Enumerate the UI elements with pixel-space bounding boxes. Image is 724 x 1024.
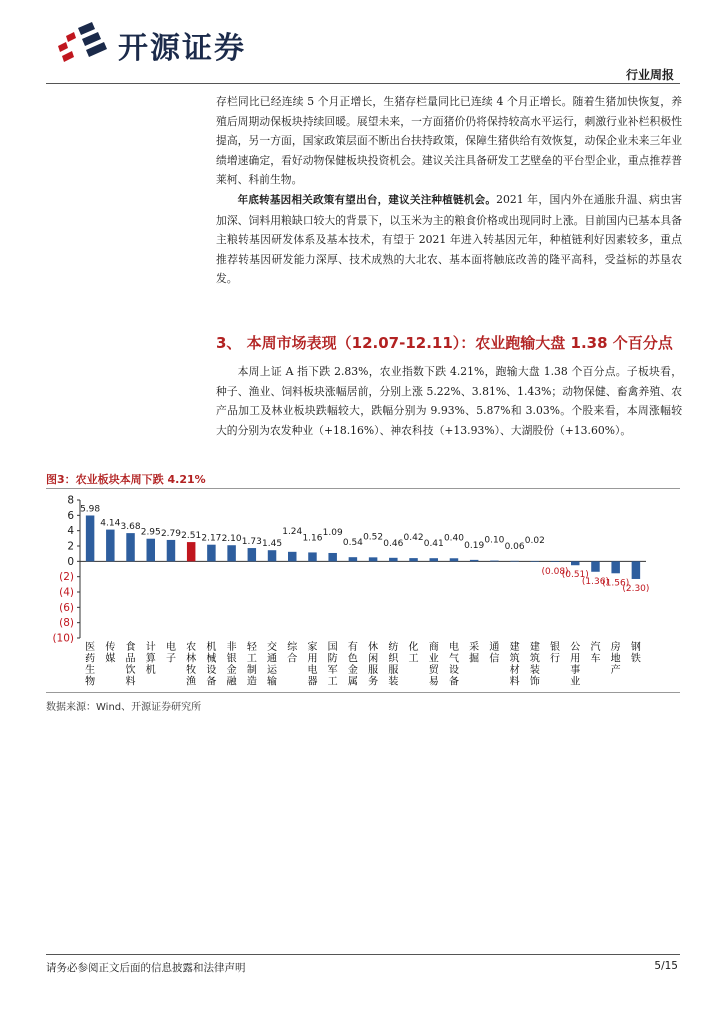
bar-化工 <box>409 558 417 561</box>
figure-top-rule <box>46 488 680 489</box>
category-label: 银行 <box>550 642 561 665</box>
value-label: 2.51 <box>181 531 202 542</box>
bar-有色金属 <box>349 557 357 561</box>
category-label: 钢铁 <box>630 642 641 665</box>
figure-title: 图3：农业板块本周下跌 4.21% <box>46 473 206 486</box>
value-label: 1.16 <box>302 533 323 544</box>
bar-农林牧渔 <box>187 542 195 561</box>
page-number: 5/15 <box>654 960 678 972</box>
value-label: 0.40 <box>443 533 464 544</box>
y-tick-label: 4 <box>67 525 74 538</box>
value-label: 1.24 <box>282 526 303 537</box>
value-label: (0.08) <box>541 566 569 577</box>
bar-汽车 <box>591 561 599 571</box>
value-label: 0.52 <box>363 532 384 543</box>
value-label: 0.06 <box>504 541 525 552</box>
value-label: 4.14 <box>100 518 121 529</box>
chart-category-labels <box>85 640 641 688</box>
bar-电气设备 <box>450 558 458 561</box>
value-label: 0.42 <box>403 533 424 544</box>
bar-非银金融 <box>227 545 235 561</box>
category-label: 采掘 <box>469 642 480 665</box>
y-tick-label: (4) <box>59 586 74 599</box>
bar-传媒 <box>106 530 114 562</box>
brand-logo-icon <box>52 20 114 64</box>
category-label: 休闲服务 <box>368 642 379 688</box>
value-label: 2.95 <box>140 527 161 538</box>
bar-轻工制造 <box>248 548 256 561</box>
category-label: 汽车 <box>590 642 601 665</box>
chart-value-labels <box>80 504 649 593</box>
value-label: 2.17 <box>201 533 222 544</box>
bar-纺织服装 <box>389 558 397 562</box>
category-label: 机械设备 <box>206 642 217 688</box>
paragraph-text: 本周上证 A 指下跌 2.83%，农业指数下跌 4.21%，跑输大盘 1.38 个百分点。子板块看，种子、渔业、饲料板块涨幅居前，分别上涨 5.22%、3.81%、1.43%；动物保健、畜禽养殖、农产品加工及林业板块跌幅较大，跌幅分别为 9.93%、5.87%和 3.03%。个股来看，本周涨幅较大的分别为农发种业（+18.16%）、神农科技（+13.93%）、大湖股份（+13.60%）。 <box>216 365 682 437</box>
y-tick-label: 8 <box>67 494 74 507</box>
category-label: 交通运输 <box>267 642 278 688</box>
paragraph-animal-health <box>216 92 682 190</box>
category-label: 医药生物 <box>85 642 96 688</box>
bar-银行 <box>551 561 559 562</box>
value-label: 0.02 <box>524 536 545 547</box>
y-tick-label: (6) <box>59 601 74 614</box>
category-label: 化工 <box>408 642 419 665</box>
value-label: (1.36) <box>581 576 609 587</box>
category-label: 纺织服装 <box>388 642 399 688</box>
footer-divider <box>46 954 680 955</box>
bar-通信 <box>490 561 498 562</box>
paragraph-text: 2021 年，国内外在通胀升温、病虫害加深、饲料用粮缺口较大的背景下，以玉米为主的粮食价格或出现同时上涨。目前国内已基本具备主粮转基因研发体系及基本技术，有望于 2021 年进入转基因元年，种植链利好因素较多，重点推荐转基因研发能力深厚、技术成熟的大北农、基本面将触底改善的隆平高科，受益标的苏垦农发。 <box>216 193 682 285</box>
category-label: 传媒 <box>105 642 116 665</box>
value-label: 2.79 <box>160 528 181 539</box>
y-tick-label: 0 <box>67 555 74 568</box>
category-label: 家用电器 <box>307 642 318 688</box>
category-label: 房地产 <box>610 642 621 676</box>
category-label: 食品饮料 <box>125 642 136 688</box>
y-tick-label: (8) <box>59 617 74 630</box>
value-label: 0.54 <box>342 538 363 549</box>
footer-disclaimer: 请务必参阅正文后面的信息披露和法律声明 <box>46 962 246 974</box>
bar-交通运输 <box>268 550 276 561</box>
value-label: 0.41 <box>423 539 444 550</box>
report-type-label: 行业周报 <box>625 68 674 82</box>
category-label: 农林牧渔 <box>186 642 197 688</box>
figure-bottom-rule <box>46 692 680 693</box>
figure-source: 数据来源：Wind、开源证券研究所 <box>46 702 202 713</box>
y-tick-label: (2) <box>59 571 74 584</box>
bar-医药生物 <box>86 515 94 561</box>
bar-建筑装饰 <box>531 561 539 562</box>
bar-家用电器 <box>308 552 316 561</box>
value-label: 5.98 <box>80 504 101 515</box>
value-label: 1.45 <box>262 539 283 550</box>
category-label: 公用事业 <box>570 642 581 688</box>
bar-电子 <box>167 540 175 561</box>
y-tick-label: 2 <box>67 540 74 553</box>
bar-休闲服务 <box>369 557 377 561</box>
sector-performance-bar-chart <box>46 490 680 690</box>
value-label: (2.30) <box>622 583 650 594</box>
paragraph-gmo-policy <box>216 190 682 289</box>
category-label: 计算机 <box>145 642 156 676</box>
y-tick-label: (10) <box>52 632 74 645</box>
value-label: (0.51) <box>561 570 589 581</box>
value-label: 0.19 <box>464 540 485 551</box>
value-label: 0.46 <box>383 538 404 549</box>
bar-采掘 <box>470 560 478 561</box>
category-label: 有色金属 <box>347 642 358 688</box>
y-tick-label: 6 <box>67 509 74 522</box>
category-label: 轻工制造 <box>246 642 257 688</box>
category-label: 通信 <box>489 642 500 665</box>
section-title: 3、 本周市场表现（12.07-12.11）：农业跑输大盘 1.38 个百分点 <box>216 334 673 352</box>
bar-钢铁 <box>632 561 640 579</box>
paragraph-market-performance <box>216 362 682 440</box>
value-label: 0.10 <box>484 535 505 546</box>
category-label: 建筑装饰 <box>529 642 540 688</box>
bar-机械设备 <box>207 545 215 562</box>
category-label: 综合 <box>287 642 298 665</box>
bar-计算机 <box>147 539 155 562</box>
bar-建筑材料 <box>510 561 518 562</box>
value-label: 1.73 <box>241 537 262 548</box>
brand-logo <box>52 20 282 64</box>
bar-商业贸易 <box>430 558 438 561</box>
value-label: 1.09 <box>322 527 343 538</box>
bar-房地产 <box>611 561 619 573</box>
bar-公用事业 <box>571 561 579 565</box>
category-label: 电子 <box>165 642 176 665</box>
brand-name: 开源证券 <box>118 31 246 66</box>
value-label: 3.68 <box>120 522 141 533</box>
category-label: 国防军工 <box>327 642 338 688</box>
paragraph-text: 存栏同比已经连续 5 个月正增长，生猪存栏量同比已连续 4 个月正增长。随着生猪加快恢复，养殖后周期动保板块持续回暖。展望未来，一方面猪价仍将保持较高水平运行，刺激行业补栏积极性提高，另一方面，国家政策层面不断出台扶持政策，保障生猪供给有效恢复，动保企业未来三年业绩增速确定，看好动物保健板块投资机会。建议关注具备研发工艺壁垒的平台型企业，重点推荐普莱柯、科前生物。 <box>216 95 682 186</box>
paragraph-lead: 年底转基因相关政策有望出台，建议关注种植链机会。 <box>237 194 497 206</box>
category-label: 非银金融 <box>226 642 237 688</box>
category-label: 商业贸易 <box>428 642 439 688</box>
value-label: (1.56) <box>602 578 630 589</box>
bar-食品饮料 <box>126 533 134 561</box>
header-divider <box>46 83 680 84</box>
bar-国防军工 <box>328 553 336 561</box>
category-label: 电气设备 <box>448 642 459 688</box>
category-label: 建筑材料 <box>509 642 520 688</box>
value-label: 2.10 <box>221 534 242 545</box>
bar-综合 <box>288 552 296 562</box>
